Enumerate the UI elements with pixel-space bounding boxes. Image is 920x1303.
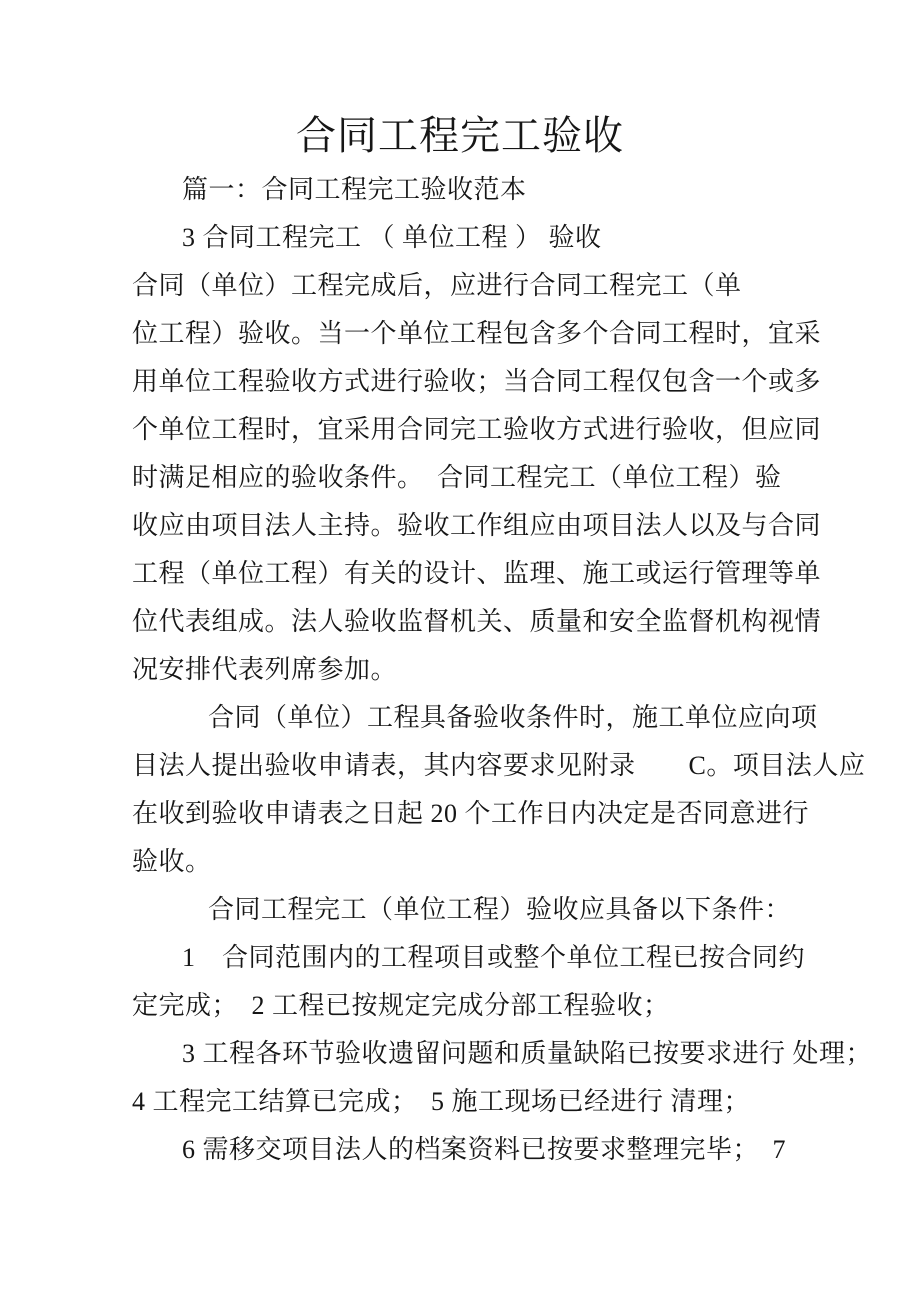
text-line-condition-1: 1 合同范围内的工程项目或整个单位工程已按合同约 xyxy=(182,943,806,972)
document-title: 合同工程完工验收 xyxy=(296,113,624,158)
text-line: 目法人提出验收申请表，其内容要求见附录 C。项目法人应 xyxy=(132,751,866,780)
text-line-paragraph-start: 合同工程完工（单位工程）验收应具备以下条件： xyxy=(208,895,792,924)
text-line: 收应由项目法人主持。验收工作组应由项目法人以及与合同 xyxy=(132,511,822,540)
text-line: 用单位工程验收方式进行验收；当合同工程仅包含一个或多 xyxy=(132,367,822,396)
text-line: 时满足相应的验收条件。 合同工程完工（单位工程）验 xyxy=(132,463,782,492)
text-line-condition-3: 3 工程各环节验收遗留问题和质量缺陷已按要求进行 处理； xyxy=(182,1039,873,1068)
text-line: 工程（单位工程）有关的设计、监理、施工或运行管理等单 xyxy=(132,559,822,588)
text-line-clause-heading: 3 合同工程完工 （ 单位工程 ） 验收 xyxy=(182,223,602,252)
text-line: 合同（单位）工程完成后，应进行合同工程完工（单 xyxy=(132,271,742,300)
text-line: 位工程）验收。当一个单位工程包含多个合同工程时，宜采 xyxy=(132,319,822,348)
text-line: 验收。 xyxy=(132,847,212,876)
text-line-condition-4-5: 4 工程完工结算已完成； 5 施工现场已经进行 清理； xyxy=(132,1087,751,1116)
document-body xyxy=(132,166,873,1174)
text-line: 况安排代表列席参加。 xyxy=(132,655,398,684)
text-line: 位代表组成。法人验收监督机关、质量和安全监督机构视情 xyxy=(132,607,822,636)
text-line: 个单位工程时，宜采用合同完工验收方式进行验收，但应同 xyxy=(132,415,822,444)
text-line: 在收到验收申请表之日起 20 个工作日内决定是否同意进行 xyxy=(132,799,810,828)
text-line-paragraph-start: 合同（单位）工程具备验收条件时，施工单位应向项 xyxy=(208,703,818,732)
text-line-section-heading: 篇一：合同工程完工验收范本 xyxy=(182,175,527,204)
text-line-condition-2: 定完成； 2 工程已按规定完成分部工程验收； xyxy=(132,991,670,1020)
text-line-condition-6-7: 6 需移交项目法人的档案资料已按要求整理完毕； 7 xyxy=(182,1135,787,1164)
